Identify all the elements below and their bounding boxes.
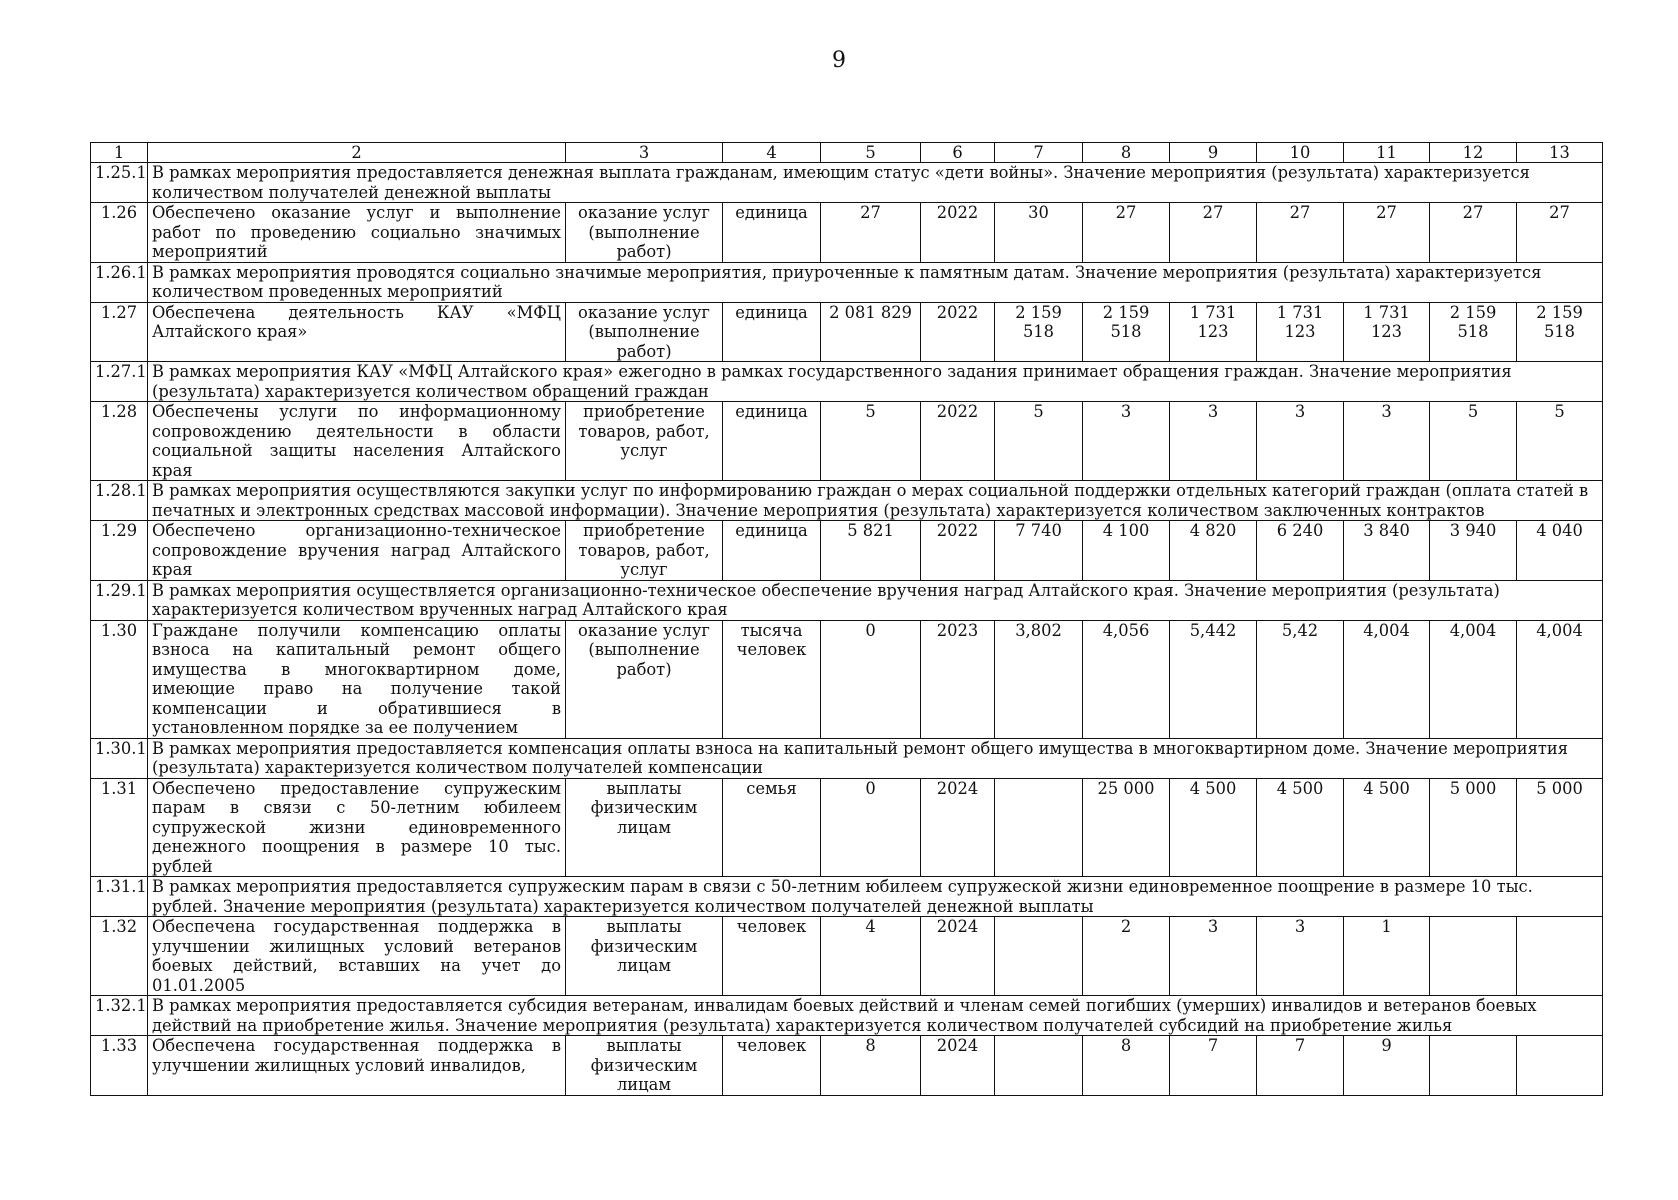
value-col-12: 2 159 518 bbox=[1430, 302, 1517, 362]
row-number: 1.25.1 bbox=[91, 163, 148, 203]
description-text: В рамках мероприятия предоставляется супружеским парам в связи с 50-летним юбилеем супружеской жизни единовременное поощрение в размере 10 тыс. рублей. Значение мероприятия (результата) характеризуется количеством получателей денежной выплаты bbox=[148, 877, 1603, 917]
value-col-7: 3,802 bbox=[995, 620, 1083, 738]
value-col-8: 8 bbox=[1083, 1036, 1170, 1096]
value-col-12: 4,004 bbox=[1430, 620, 1517, 738]
value-col-13: 5 000 bbox=[1517, 778, 1603, 877]
row-number: 1.30 bbox=[91, 620, 148, 738]
value-col-13 bbox=[1517, 1036, 1603, 1096]
base-year: 2022 bbox=[921, 203, 995, 263]
measure-type: оказание услуг (выполнение работ) bbox=[566, 203, 723, 263]
value-col-10: 3 bbox=[1257, 917, 1344, 996]
value-col-8: 4,056 bbox=[1083, 620, 1170, 738]
row-number: 1.26.1 bbox=[91, 262, 148, 302]
measure-type: выплаты физическим лицам bbox=[566, 778, 723, 877]
base-year: 2023 bbox=[921, 620, 995, 738]
value-col-13: 4 040 bbox=[1517, 521, 1603, 581]
value-col-10: 4 500 bbox=[1257, 778, 1344, 877]
value-col-9: 27 bbox=[1170, 203, 1257, 263]
value-col-10: 3 bbox=[1257, 402, 1344, 481]
description-text: В рамках мероприятия КАУ «МФЦ Алтайского края» ежегодно в рамках государственного задания принимает обращения граждан. Значение мероприятия (результата) характеризуется количеством обращений граждан bbox=[148, 362, 1603, 402]
description-text: В рамках мероприятия предоставляется субсидия ветеранам, инвалидам боевых действий и членам семей погибших (умерших) инвалидов и ветеранов боевых действий на приобретение жилья. Значение мероприятия (результата) характеризуется количеством получателей субсидий на приобретение жилья bbox=[148, 996, 1603, 1036]
value-col-7 bbox=[995, 778, 1083, 877]
column-header: 7 bbox=[995, 143, 1083, 163]
measure-name: Обеспечена государственная поддержка в улучшении жилищных условий ветеранов боевых действий, вставших на учет до 01.01.2005 bbox=[148, 917, 566, 996]
value-col-8: 27 bbox=[1083, 203, 1170, 263]
description-text: В рамках мероприятия осуществляется организационно-техническое обеспечение вручения наград Алтайского края. Значение мероприятия (результата) характеризуется количеством врученных наград Алтайского края bbox=[148, 580, 1603, 620]
base-year: 2024 bbox=[921, 1036, 995, 1096]
unit-of-measure: человек bbox=[723, 1036, 821, 1096]
column-header: 2 bbox=[148, 143, 566, 163]
table-row bbox=[91, 1036, 1603, 1096]
row-number: 1.27 bbox=[91, 302, 148, 362]
value-col-10: 27 bbox=[1257, 203, 1344, 263]
value-col-10: 7 bbox=[1257, 1036, 1344, 1096]
base-value: 0 bbox=[821, 620, 921, 738]
description-row bbox=[91, 877, 1603, 917]
value-col-12: 3 940 bbox=[1430, 521, 1517, 581]
unit-of-measure: тысяча человек bbox=[723, 620, 821, 738]
table-body bbox=[91, 163, 1603, 1096]
unit-of-measure: единица bbox=[723, 302, 821, 362]
value-col-8: 25 000 bbox=[1083, 778, 1170, 877]
base-value: 4 bbox=[821, 917, 921, 996]
value-col-11: 3 840 bbox=[1344, 521, 1430, 581]
value-col-9: 5,442 bbox=[1170, 620, 1257, 738]
base-value: 0 bbox=[821, 778, 921, 877]
measure-name: Обеспечено организационно-техническое сопровождение вручения наград Алтайского края bbox=[148, 521, 566, 581]
indicators-table bbox=[90, 142, 1603, 1096]
measure-type: приобретение товаров, работ, услуг bbox=[566, 402, 723, 481]
column-number-row bbox=[91, 143, 1603, 163]
measure-name: Граждане получили компенсацию оплаты взноса на капитальный ремонт общего имущества в многоквартирном доме, имеющие право на получение такой компенсации и обратившиеся в установленном порядке за ее получением bbox=[148, 620, 566, 738]
value-col-8: 4 100 bbox=[1083, 521, 1170, 581]
value-col-8: 3 bbox=[1083, 402, 1170, 481]
row-number: 1.30.1 bbox=[91, 738, 148, 778]
column-header: 5 bbox=[821, 143, 921, 163]
row-number: 1.28.1 bbox=[91, 481, 148, 521]
base-year: 2024 bbox=[921, 917, 995, 996]
value-col-9: 4 820 bbox=[1170, 521, 1257, 581]
description-row bbox=[91, 481, 1603, 521]
unit-of-measure: единица bbox=[723, 203, 821, 263]
table-row bbox=[91, 203, 1603, 263]
description-text: В рамках мероприятия предоставляется денежная выплата гражданам, имеющим статус «дети войны». Значение мероприятия (результата) характеризуется количеством получателей денежной выплаты bbox=[148, 163, 1603, 203]
measure-type: выплаты физическим лицам bbox=[566, 917, 723, 996]
measure-name: Обеспечены услуги по информационному сопровождению деятельности в области социальной защиты населения Алтайского края bbox=[148, 402, 566, 481]
row-number: 1.27.1 bbox=[91, 362, 148, 402]
row-number: 1.26 bbox=[91, 203, 148, 263]
column-header: 9 bbox=[1170, 143, 1257, 163]
value-col-12: 5 bbox=[1430, 402, 1517, 481]
base-year: 2022 bbox=[921, 402, 995, 481]
value-col-8: 2 159 518 bbox=[1083, 302, 1170, 362]
value-col-12 bbox=[1430, 917, 1517, 996]
column-header: 6 bbox=[921, 143, 995, 163]
table-row bbox=[91, 521, 1603, 581]
unit-of-measure: семья bbox=[723, 778, 821, 877]
value-col-7 bbox=[995, 917, 1083, 996]
base-value: 8 bbox=[821, 1036, 921, 1096]
description-row bbox=[91, 580, 1603, 620]
value-col-11: 9 bbox=[1344, 1036, 1430, 1096]
value-col-12 bbox=[1430, 1036, 1517, 1096]
value-col-11: 3 bbox=[1344, 402, 1430, 481]
row-number: 1.32.1 bbox=[91, 996, 148, 1036]
value-col-11: 1 731 123 bbox=[1344, 302, 1430, 362]
value-col-13: 27 bbox=[1517, 203, 1603, 263]
column-header: 1 bbox=[91, 143, 148, 163]
table-row bbox=[91, 302, 1603, 362]
description-row bbox=[91, 996, 1603, 1036]
value-col-7: 5 bbox=[995, 402, 1083, 481]
measure-name: Обеспечена государственная поддержка в улучшении жилищных условий инвалидов, bbox=[148, 1036, 566, 1096]
column-header: 8 bbox=[1083, 143, 1170, 163]
row-number: 1.28 bbox=[91, 402, 148, 481]
value-col-9: 3 bbox=[1170, 402, 1257, 481]
value-col-13: 2 159 518 bbox=[1517, 302, 1603, 362]
description-text: В рамках мероприятия предоставляется компенсация оплаты взноса на капитальный ремонт общего имущества в многоквартирном доме. Значение мероприятия (результата) характеризуется количеством получателей компенсации bbox=[148, 738, 1603, 778]
value-col-11: 27 bbox=[1344, 203, 1430, 263]
value-col-10: 6 240 bbox=[1257, 521, 1344, 581]
value-col-11: 1 bbox=[1344, 917, 1430, 996]
unit-of-measure: единица bbox=[723, 402, 821, 481]
description-row bbox=[91, 262, 1603, 302]
description-text: В рамках мероприятия осуществляются закупки услуг по информированию граждан о мерах социальной поддержки отдельных категорий граждан (оплата статей в печатных и электронных средствах массовой информации). Значение мероприятия (результата) характеризуется количеством заключенных контрактов bbox=[148, 481, 1603, 521]
base-year: 2022 bbox=[921, 302, 995, 362]
column-header: 3 bbox=[566, 143, 723, 163]
value-col-7: 30 bbox=[995, 203, 1083, 263]
measure-name: Обеспечено предоставление супружеским парам в связи с 50-летним юбилеем супружеской жизни единовременного денежного поощрения в размере 10 тыс. рублей bbox=[148, 778, 566, 877]
unit-of-measure: единица bbox=[723, 521, 821, 581]
row-number: 1.31 bbox=[91, 778, 148, 877]
value-col-7: 2 159 518 bbox=[995, 302, 1083, 362]
description-row bbox=[91, 738, 1603, 778]
measure-type: приобретение товаров, работ, услуг bbox=[566, 521, 723, 581]
value-col-9: 7 bbox=[1170, 1036, 1257, 1096]
value-col-10: 5,42 bbox=[1257, 620, 1344, 738]
description-row bbox=[91, 163, 1603, 203]
description-row bbox=[91, 362, 1603, 402]
column-header: 12 bbox=[1430, 143, 1517, 163]
value-col-8: 2 bbox=[1083, 917, 1170, 996]
page-number: 9 bbox=[832, 48, 846, 73]
column-header: 13 bbox=[1517, 143, 1603, 163]
table-row bbox=[91, 917, 1603, 996]
table-row bbox=[91, 778, 1603, 877]
value-col-7 bbox=[995, 1036, 1083, 1096]
value-col-13: 4,004 bbox=[1517, 620, 1603, 738]
base-value: 2 081 829 bbox=[821, 302, 921, 362]
row-number: 1.31.1 bbox=[91, 877, 148, 917]
table-row bbox=[91, 402, 1603, 481]
value-col-9: 4 500 bbox=[1170, 778, 1257, 877]
measure-name: Обеспечена деятельность КАУ «МФЦ Алтайского края» bbox=[148, 302, 566, 362]
value-col-9: 1 731 123 bbox=[1170, 302, 1257, 362]
base-year: 2022 bbox=[921, 521, 995, 581]
measure-type: оказание услуг (выполнение работ) bbox=[566, 620, 723, 738]
value-col-10: 1 731 123 bbox=[1257, 302, 1344, 362]
measure-name: Обеспечено оказание услуг и выполнение работ по проведению социально значимых мероприятий bbox=[148, 203, 566, 263]
base-value: 5 bbox=[821, 402, 921, 481]
description-text: В рамках мероприятия проводятся социально значимые мероприятия, приуроченные к памятным датам. Значение мероприятия (результата) характеризуется количеством проведенных мероприятий bbox=[148, 262, 1603, 302]
column-header: 10 bbox=[1257, 143, 1344, 163]
base-value: 5 821 bbox=[821, 521, 921, 581]
value-col-7: 7 740 bbox=[995, 521, 1083, 581]
base-value: 27 bbox=[821, 203, 921, 263]
value-col-13 bbox=[1517, 917, 1603, 996]
base-year: 2024 bbox=[921, 778, 995, 877]
value-col-11: 4 500 bbox=[1344, 778, 1430, 877]
measure-type: выплаты физическим лицам bbox=[566, 1036, 723, 1096]
value-col-12: 27 bbox=[1430, 203, 1517, 263]
row-number: 1.29.1 bbox=[91, 580, 148, 620]
table-row bbox=[91, 620, 1603, 738]
column-header: 4 bbox=[723, 143, 821, 163]
value-col-12: 5 000 bbox=[1430, 778, 1517, 877]
measure-type: оказание услуг (выполнение работ) bbox=[566, 302, 723, 362]
value-col-9: 3 bbox=[1170, 917, 1257, 996]
row-number: 1.29 bbox=[91, 521, 148, 581]
row-number: 1.32 bbox=[91, 917, 148, 996]
column-header: 11 bbox=[1344, 143, 1430, 163]
value-col-11: 4,004 bbox=[1344, 620, 1430, 738]
unit-of-measure: человек bbox=[723, 917, 821, 996]
row-number: 1.33 bbox=[91, 1036, 148, 1096]
value-col-13: 5 bbox=[1517, 402, 1603, 481]
